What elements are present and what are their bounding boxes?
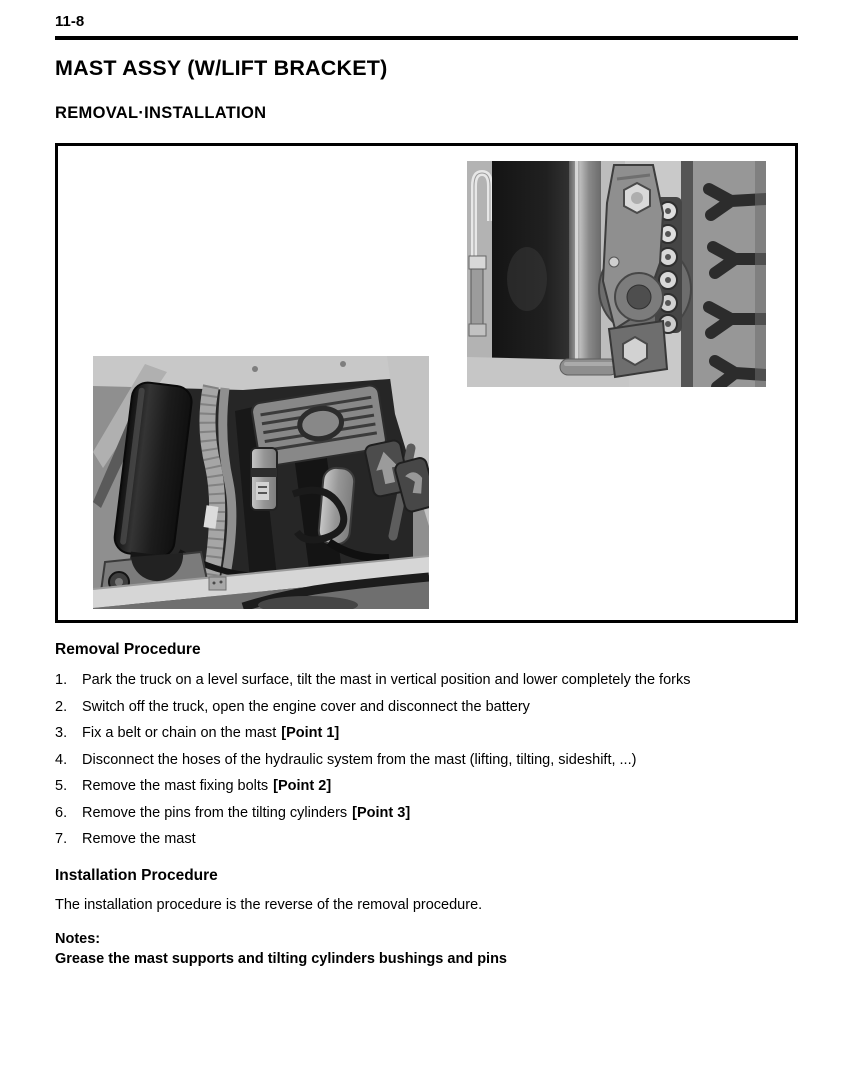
step-number: 5. [55,778,68,794]
step-point-ref: [Point 2] [273,778,332,794]
step-number: 7. [55,831,68,847]
removal-step-7 [55,829,798,849]
photo-mast-chain-bracket [467,161,766,387]
step-number: 4. [55,751,68,768]
step-number: 2. [55,698,68,715]
step-number: 3. [55,725,68,741]
header-rule [55,36,798,40]
removal-step-2 [55,697,798,717]
figure-box [55,143,798,623]
step-text: Disconnect the hoses of the hydraulic system from the mast (lifting, tilting, sideshift, ...) [82,751,637,768]
removal-step-4 [55,750,798,770]
removal-steps [55,670,798,849]
photo-engine-compartment [93,356,429,609]
step-text: Remove the pins from the tilting cylinders [82,804,348,821]
page-title: MAST ASSY (W/LIFT BRACKET) [55,56,388,80]
notes-body: Grease the mast supports and tilting cylinders bushings and pins [55,951,507,967]
photo-mast-chain-bracket-art [467,161,766,387]
installation-heading: Installation Procedure [55,867,218,884]
step-text: Fix a belt or chain on the mast [82,725,277,741]
photo-engine-compartment-art [93,356,429,609]
step-text: Park the truck on a level surface, tilt the mast in vertical position and lower completely the forks [82,672,691,688]
step-text: Switch off the truck, open the engine cover and disconnect the battery [82,698,530,715]
page-number: 11-8 [55,13,85,30]
step-point-ref: [Point 1] [281,725,340,741]
installation-body: The installation procedure is the reverse of the removal procedure. [55,897,483,913]
removal-heading: Removal Procedure [55,641,201,658]
step-number: 1. [55,672,68,688]
removal-step-1 [55,670,798,690]
notes-label: Notes: [55,931,101,947]
step-text: Remove the mast fixing bolts [82,778,269,794]
section-subtitle: REMOVAL·INSTALLATION [55,104,267,122]
removal-step-5 [55,776,798,796]
step-point-ref: [Point 3] [352,804,411,821]
removal-step-3 [55,723,798,743]
step-number: 6. [55,804,68,821]
step-text: Remove the mast [82,831,196,847]
removal-step-6 [55,803,798,823]
